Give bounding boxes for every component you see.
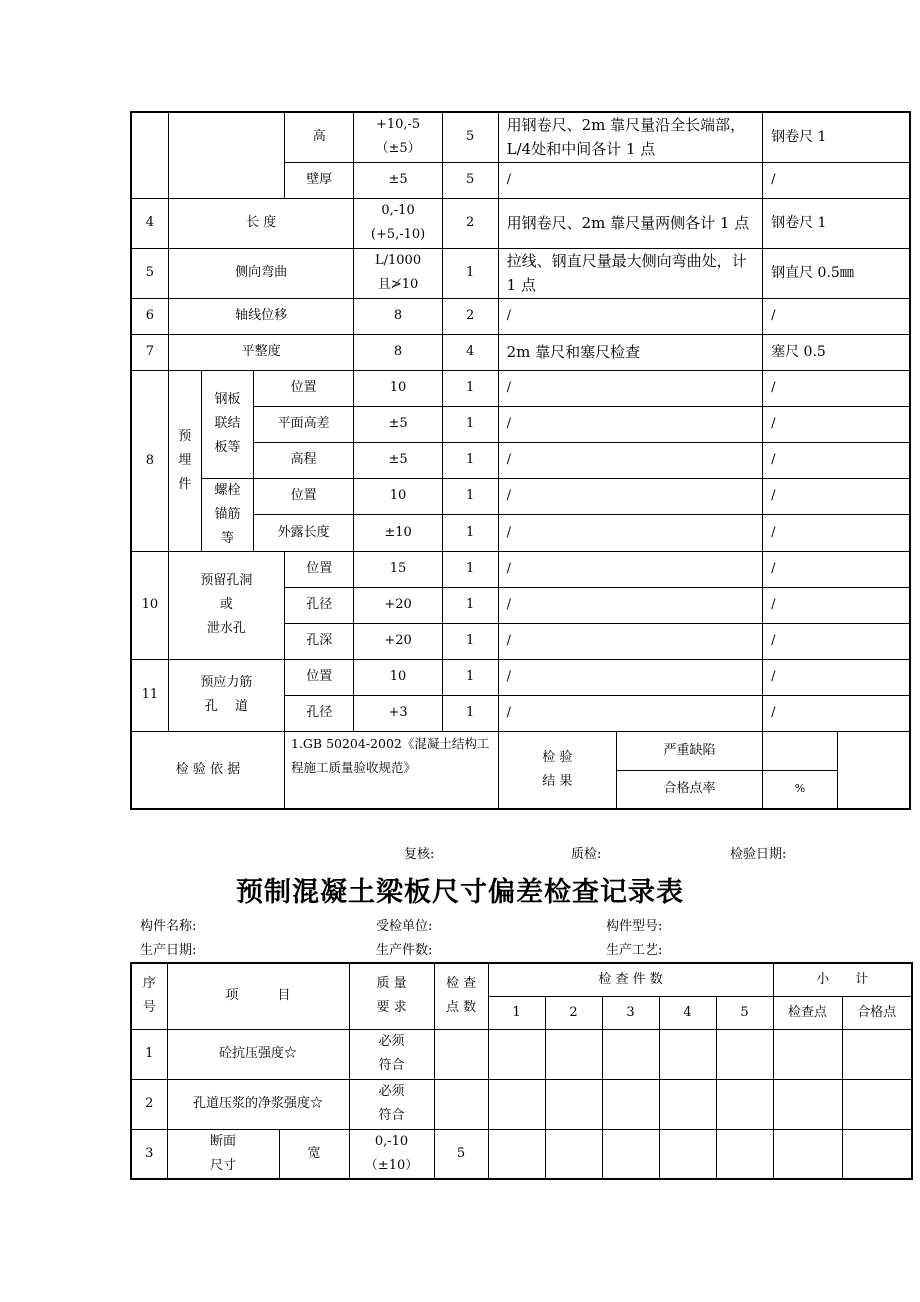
method-cell: / bbox=[498, 551, 762, 587]
header-points: 检 查 点 数 bbox=[434, 963, 488, 1029]
method-cell: / bbox=[498, 370, 762, 406]
table-cell bbox=[488, 1029, 545, 1079]
subgroup-cell: 螺栓 锚筋 等 bbox=[202, 478, 254, 551]
points-cell: 5 bbox=[434, 1129, 488, 1179]
tool-cell: / bbox=[763, 478, 910, 515]
points-cell: 1 bbox=[442, 515, 498, 552]
item-cell: 高程 bbox=[253, 442, 354, 478]
component-model-label: 构件型号: bbox=[606, 919, 663, 934]
tolerance-cell: 10 bbox=[354, 478, 442, 515]
tool-cell: / bbox=[763, 623, 910, 659]
table-cell bbox=[837, 731, 910, 809]
tool-cell: 塞尺 0.5 bbox=[763, 334, 910, 370]
points-cell: 5 bbox=[442, 162, 498, 198]
method-cell: / bbox=[498, 695, 762, 731]
table-cell bbox=[773, 1029, 842, 1079]
table-cell bbox=[659, 1029, 716, 1079]
table-cell bbox=[602, 1079, 659, 1129]
tolerance-cell: ±10 bbox=[354, 515, 442, 552]
tolerance-cell: 8 bbox=[354, 298, 442, 334]
table-row bbox=[131, 551, 910, 587]
row-number: 2 bbox=[131, 1079, 167, 1129]
header-requirement: 质 量 要 求 bbox=[349, 963, 434, 1029]
table-cell bbox=[602, 1129, 659, 1179]
table-row bbox=[131, 478, 910, 515]
item-cell: 位置 bbox=[253, 478, 354, 515]
item-cell: 位置 bbox=[285, 551, 354, 587]
item-cell: 平面高差 bbox=[253, 406, 354, 442]
tool-cell: / bbox=[763, 162, 910, 198]
points-cell: 1 bbox=[442, 478, 498, 515]
tool-cell: / bbox=[763, 695, 910, 731]
method-cell: / bbox=[498, 162, 762, 198]
row-number: 3 bbox=[131, 1129, 167, 1179]
basis-text: 1.GB 50204-2002《混凝土结构工程施工质量验收规范》 bbox=[285, 731, 499, 809]
subgroup-cell: 钢板 联结 板等 bbox=[202, 370, 254, 478]
points-cell: 2 bbox=[442, 298, 498, 334]
basis-label: 检 验 依 据 bbox=[131, 731, 285, 809]
component-name-label: 构件名称: bbox=[140, 919, 197, 934]
tolerance-cell: 0,-10 (+5,-10) bbox=[354, 198, 442, 248]
points-cell: 1 bbox=[442, 587, 498, 623]
tool-cell: 钢卷尺 1 bbox=[763, 198, 910, 248]
table-cell bbox=[434, 1079, 488, 1129]
header-item: 项 目 bbox=[167, 963, 349, 1029]
production-date-label: 生产日期: bbox=[140, 943, 197, 958]
points-cell: 1 bbox=[442, 551, 498, 587]
inspection-date-label: 检验日期: bbox=[730, 847, 787, 862]
row-number: 1 bbox=[131, 1029, 167, 1079]
table-cell bbox=[842, 1079, 912, 1129]
points-cell: 1 bbox=[442, 623, 498, 659]
table-cell bbox=[773, 1129, 842, 1179]
table-cell bbox=[545, 1029, 602, 1079]
header-no: 序 号 bbox=[131, 963, 167, 1029]
tolerance-cell: 0,-10 （±10） bbox=[349, 1129, 434, 1179]
table-cell bbox=[131, 112, 168, 198]
points-cell: 1 bbox=[442, 659, 498, 695]
piece-number: 3 bbox=[602, 996, 659, 1029]
table-cell bbox=[716, 1129, 773, 1179]
qc-label: 质检: bbox=[571, 847, 602, 862]
item-cell: 长 度 bbox=[168, 198, 354, 248]
table-cell bbox=[168, 112, 284, 198]
tolerance-cell: +20 bbox=[354, 587, 442, 623]
table-row bbox=[131, 298, 910, 334]
tolerance-cell: 10 bbox=[354, 370, 442, 406]
row-number: 11 bbox=[131, 659, 168, 731]
table-cell bbox=[659, 1129, 716, 1179]
item-cell: 孔道压浆的净浆强度☆ bbox=[167, 1079, 349, 1129]
tolerance-cell: ±5 bbox=[354, 406, 442, 442]
table-row bbox=[131, 1029, 912, 1079]
table-row bbox=[131, 731, 910, 770]
tolerance-cell: +3 bbox=[354, 695, 442, 731]
group-cell: 预留孔洞 或 泄水孔 bbox=[168, 551, 284, 659]
table-cell bbox=[716, 1079, 773, 1129]
header-subtotal: 小 计 bbox=[773, 963, 912, 996]
page-title: 预制混凝土梁板尺寸偏差检查记录表 bbox=[236, 877, 684, 908]
tolerance-cell: ±5 bbox=[354, 442, 442, 478]
tool-cell: / bbox=[763, 659, 910, 695]
table-row bbox=[131, 198, 910, 248]
result-label: 检 验 结 果 bbox=[498, 731, 616, 809]
item-cell: 孔径 bbox=[285, 587, 354, 623]
row-number: 8 bbox=[131, 370, 168, 551]
tool-cell: / bbox=[763, 370, 910, 406]
table-row bbox=[131, 248, 910, 298]
item-cell: 壁厚 bbox=[285, 162, 354, 198]
method-cell: 用钢卷尺、2m 靠尺量沿全长端部，L/4处和中间各计 1 点 bbox=[498, 112, 762, 162]
table-cell bbox=[434, 1029, 488, 1079]
tool-cell: 钢卷尺 1 bbox=[763, 112, 910, 162]
item-cell: 孔深 bbox=[285, 623, 354, 659]
group-cell: 预应力筋 孔 道 bbox=[168, 659, 284, 731]
inspected-unit-label: 受检单位: bbox=[376, 919, 433, 934]
method-cell: 拉线、钢直尺量最大侧向弯曲处，计 1 点 bbox=[498, 248, 762, 298]
table-cell bbox=[488, 1129, 545, 1179]
piece-number: 5 bbox=[716, 996, 773, 1029]
method-cell: / bbox=[498, 659, 762, 695]
row-number: 6 bbox=[131, 298, 168, 334]
requirement-cell: 必须 符合 bbox=[349, 1079, 434, 1129]
header-pieces: 检 查 件 数 bbox=[488, 963, 773, 996]
points-cell: 1 bbox=[442, 406, 498, 442]
review-label: 复核: bbox=[404, 847, 435, 862]
group-cell: 预 埋 件 bbox=[168, 370, 201, 551]
tool-cell: / bbox=[763, 406, 910, 442]
item-cell: 高 bbox=[285, 112, 354, 162]
requirement-cell: 必须 符合 bbox=[349, 1029, 434, 1079]
production-process-label: 生产工艺: bbox=[606, 943, 663, 958]
upper-inspection-table bbox=[130, 111, 911, 810]
points-cell: 2 bbox=[442, 198, 498, 248]
table-row bbox=[131, 370, 910, 406]
points-cell: 4 bbox=[442, 334, 498, 370]
production-count-label: 生产件数: bbox=[376, 943, 433, 958]
tolerance-cell: 8 bbox=[354, 334, 442, 370]
check-points-header: 检查点 bbox=[773, 996, 842, 1029]
points-cell: 5 bbox=[442, 112, 498, 162]
points-cell: 1 bbox=[442, 248, 498, 298]
tolerance-cell: L/1000 且≯10 bbox=[354, 248, 442, 298]
table-row bbox=[131, 1079, 912, 1129]
item-cell: 宽 bbox=[279, 1129, 349, 1179]
row-number: 10 bbox=[131, 551, 168, 659]
tool-cell: / bbox=[763, 587, 910, 623]
tolerance-cell: 10 bbox=[354, 659, 442, 695]
item-cell: 位置 bbox=[253, 370, 354, 406]
method-cell: / bbox=[498, 623, 762, 659]
method-cell: / bbox=[498, 442, 762, 478]
tolerance-cell: +10,-5 （±5） bbox=[354, 112, 442, 162]
piece-number: 2 bbox=[545, 996, 602, 1029]
table-row bbox=[131, 112, 910, 162]
piece-number: 1 bbox=[488, 996, 545, 1029]
points-cell: 1 bbox=[442, 370, 498, 406]
pass-points-header: 合格点 bbox=[842, 996, 912, 1029]
row-number: 5 bbox=[131, 248, 168, 298]
table-row bbox=[131, 1129, 912, 1179]
table-cell bbox=[659, 1079, 716, 1129]
points-cell: 1 bbox=[442, 695, 498, 731]
method-cell: / bbox=[498, 478, 762, 515]
item-cell: 位置 bbox=[285, 659, 354, 695]
tool-cell: / bbox=[763, 442, 910, 478]
table-cell bbox=[545, 1079, 602, 1129]
tolerance-cell: +20 bbox=[354, 623, 442, 659]
table-row bbox=[131, 659, 910, 695]
piece-number: 4 bbox=[659, 996, 716, 1029]
method-cell: / bbox=[498, 587, 762, 623]
tool-cell: 钢直尺 0.5㎜ bbox=[763, 248, 910, 298]
method-cell: / bbox=[498, 406, 762, 442]
tolerance-cell: ±5 bbox=[354, 162, 442, 198]
item-cell: 侧向弯曲 bbox=[168, 248, 354, 298]
table-cell bbox=[488, 1079, 545, 1129]
method-cell: 2m 靠尺和塞尺检查 bbox=[498, 334, 762, 370]
item-cell: 孔径 bbox=[285, 695, 354, 731]
item-cell: 外露长度 bbox=[253, 515, 354, 552]
table-cell bbox=[842, 1129, 912, 1179]
table-row bbox=[131, 963, 912, 996]
method-cell: 用钢卷尺、2m 靠尺量两侧各计 1 点 bbox=[498, 198, 762, 248]
method-cell: / bbox=[498, 298, 762, 334]
row-number: 7 bbox=[131, 334, 168, 370]
lower-inspection-table bbox=[130, 962, 913, 1180]
tool-cell: / bbox=[763, 551, 910, 587]
table-row bbox=[131, 334, 910, 370]
severe-defect-value bbox=[763, 731, 838, 770]
item-cell: 平整度 bbox=[168, 334, 354, 370]
severe-defect-label: 严重缺陷 bbox=[616, 731, 762, 770]
item-cell: 轴线位移 bbox=[168, 298, 354, 334]
row-number: 4 bbox=[131, 198, 168, 248]
group-cell: 断面 尺寸 bbox=[167, 1129, 279, 1179]
table-cell bbox=[716, 1029, 773, 1079]
item-cell: 砼抗压强度☆ bbox=[167, 1029, 349, 1079]
tolerance-cell: 15 bbox=[354, 551, 442, 587]
table-cell bbox=[545, 1129, 602, 1179]
method-cell: / bbox=[498, 515, 762, 552]
table-cell bbox=[602, 1029, 659, 1079]
points-cell: 1 bbox=[442, 442, 498, 478]
tool-cell: / bbox=[763, 298, 910, 334]
tool-cell: / bbox=[763, 515, 910, 552]
pass-rate-label: 合格点率 bbox=[616, 770, 762, 809]
pass-rate-value: % bbox=[763, 770, 838, 809]
table-cell bbox=[842, 1029, 912, 1079]
table-cell bbox=[773, 1079, 842, 1129]
